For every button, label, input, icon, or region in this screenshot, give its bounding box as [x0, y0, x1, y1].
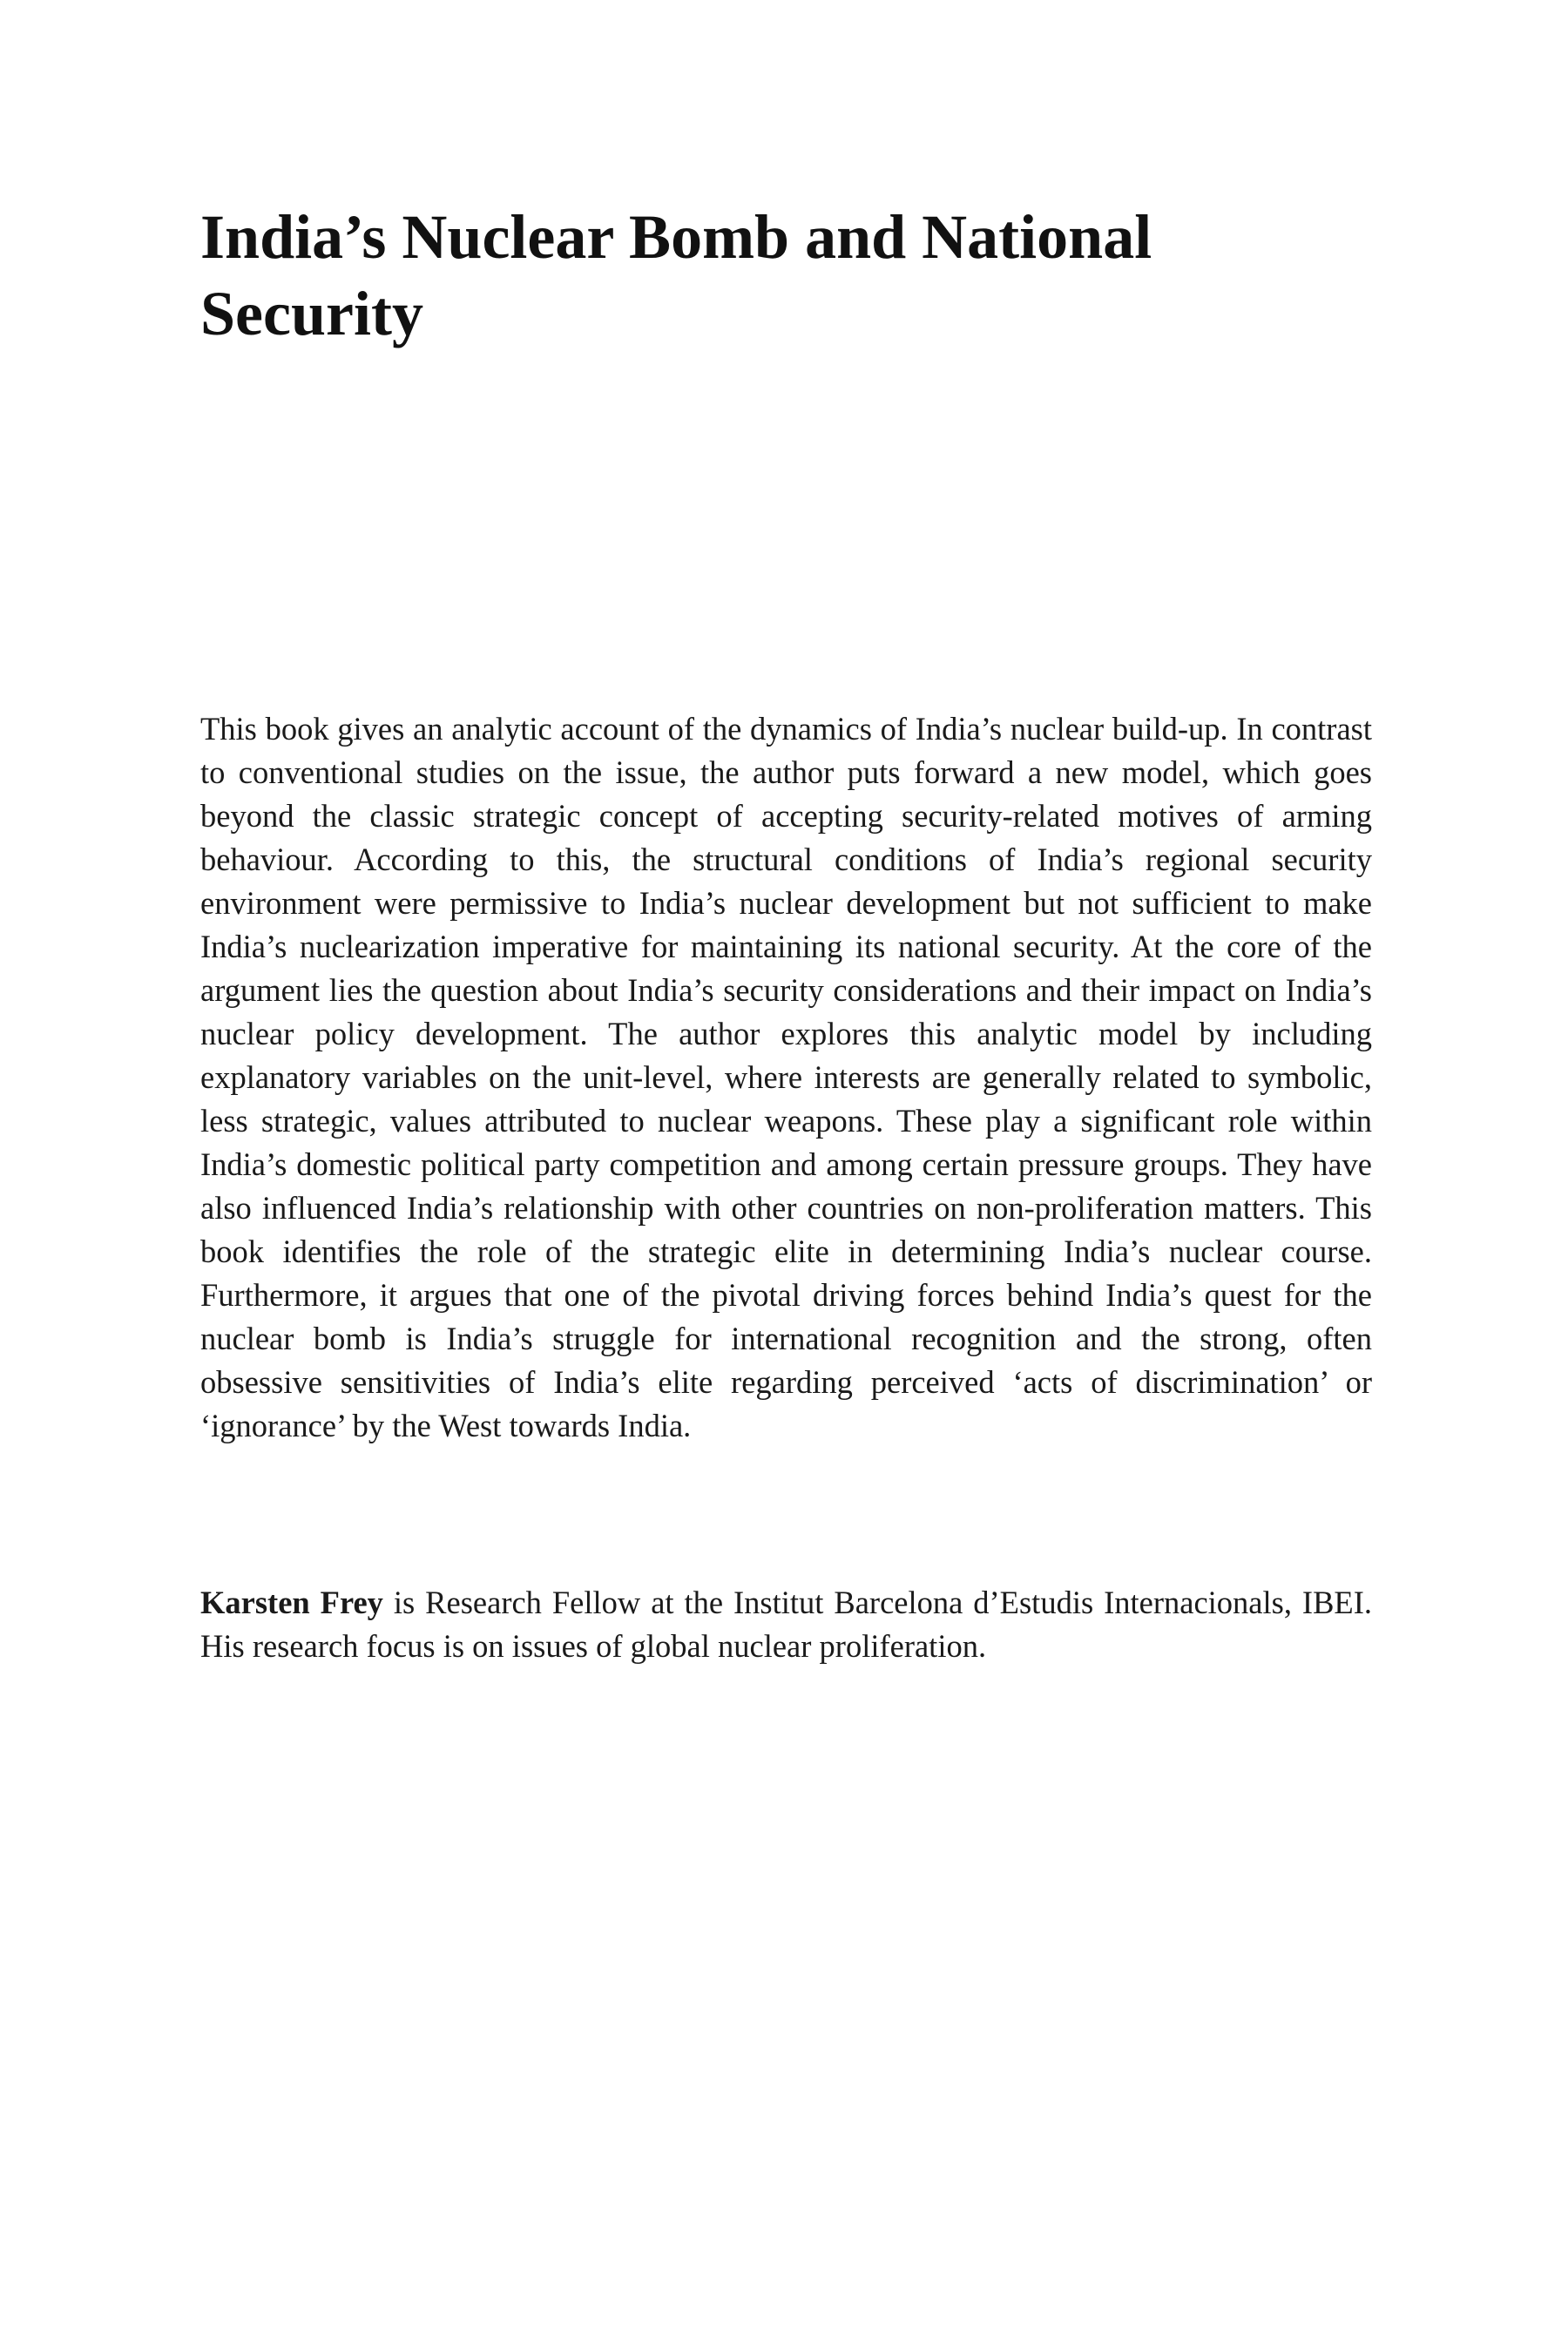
author-biography: [200, 1581, 1372, 1668]
book-description: This book gives an analytic account of the dynamics of India’s nuclear build-up. In contrast to conventional studies on the issue, the author puts forward a new model, which goes beyond the classic strategic concept of accepting security-related motives of arming behaviour. According to this, the structural conditions of India’s regional security environment were permissive to India’s nuclear development but not sufficient to make India’s nuclearization imperative for maintaining its national security. At the core of the argument lies the question about India’s security considerations and their impact on India’s nuclear policy development. The author explores this analytic model by including explanatory variables on the unit-level, where interests are generally related to symbolic, less strategic, values attributed to nuclear weapons. These play a significant role within India’s domestic political party competition and among certain pressure groups. They have also influenced India’s relationship with other countries on non-proliferation matters. This book identifies the role of the strategic elite in determining India’s nuclear course. Furthermore, it argues that one of the pivotal driving forces behind India’s quest for the nuclear bomb is India’s struggle for international recognition and the strong, often obsessive sensitivities of India’s elite regarding perceived ‘acts of discrimination’ or ‘ignorance’ by the West towards India.: [200, 711, 1372, 1443]
book-title-line-2: Security: [200, 279, 423, 348]
book-title: [200, 199, 1368, 352]
author-name: Karsten Frey: [200, 1585, 383, 1620]
author-bio-text: is Research Fellow at the Institut Barcelona d’Estudis Internacionals, IBEI. His research focus is on issues of global nuclear proliferation.: [200, 1585, 1372, 1664]
book-title-line-1: India’s Nuclear Bomb and National: [200, 202, 1152, 272]
